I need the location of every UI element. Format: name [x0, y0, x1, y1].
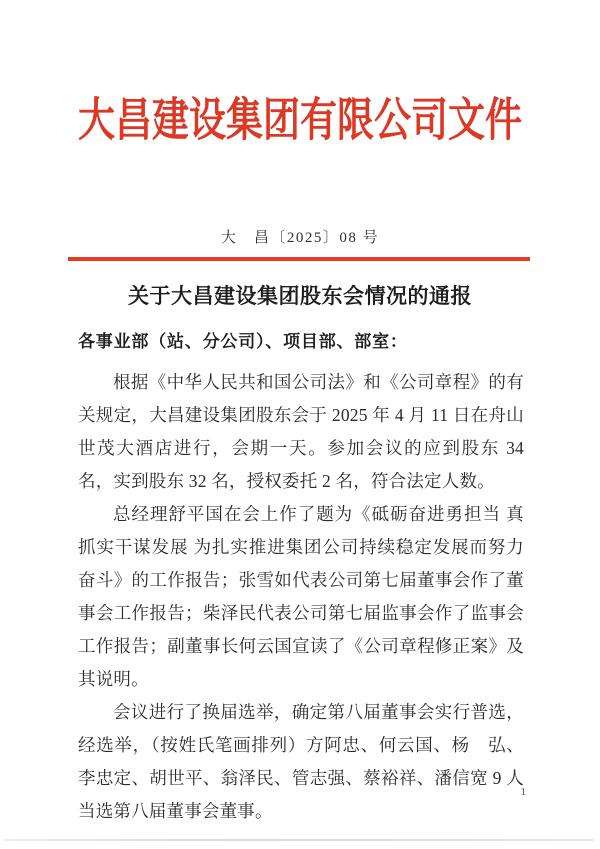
body-paragraph: 会议进行了换届选举，确定第八届董事会实行普选，经选举，（按姓氏笔画排列）方阿忠、何云国、杨 弘、李忠定、胡世平、翁泽民、管志强、蔡裕祥、潘信宽 9 人当选第八届董事会董事。: [78, 702, 524, 821]
document-number: 大 昌〔2025〕08 号: [220, 230, 380, 246]
addressee-line: 各事业部（站、分公司）、项目部、部室：: [78, 332, 408, 351]
body-paragraph: 总经理舒平国在会上作了题为《砥砺奋进勇担当 真抓实干谋发展 为扎实推进集团公司持续稳定发展而努力奋斗》的工作报告；张雪如代表公司第七届董事会作了董事会工作报告；柴泽民代表公司第七届监事会作了监事会工作报告；副董事长何云国宣读了《公司章程修正案》及其说明。: [78, 504, 524, 689]
document-title: 关于大昌建设集团股东会情况的通报: [128, 284, 472, 308]
document-header-title: 大昌建设集团有限公司文件: [78, 95, 522, 147]
page-edge-shadow: [4, 839, 594, 841]
red-divider-line: [68, 257, 530, 261]
document-body: [78, 330, 524, 828]
page-number: 1: [520, 786, 526, 798]
body-paragraph: 根据《中华人民共和国公司法》和《公司章程》的有关规定，大昌建设集团股东会于 2025 年 4 月 11 日在舟山世茂大酒店进行，会期一天。参加会议的应到股东 34 名，实到股东 32 名，授权委托 2 名，符合法定人数。: [78, 372, 524, 491]
